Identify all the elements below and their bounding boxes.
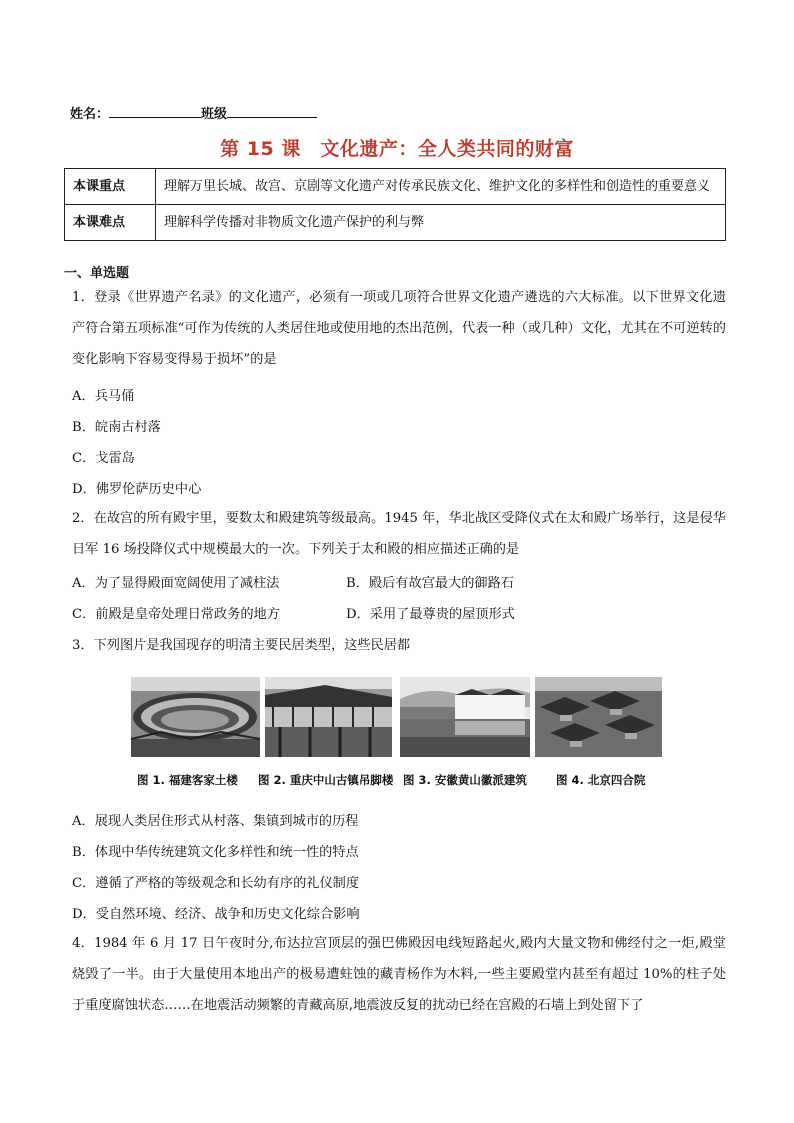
key-text: 理解万里长城、故宫、京剧等文化遗产对传承民族文化、维护文化的多样性和创造性的重要意义 [156,169,726,205]
difficulty-label: 本课难点 [65,205,156,241]
name-class-line [70,103,317,122]
q3-option-a: A．展现人类居住形式从村落、集镇到城市的历程 [72,814,359,829]
q3-option-b: B．体现中华传统建筑文化多样性和统一性的特点 [72,845,359,860]
lesson-title: 第 15 课 文化遗产：全人类共同的财富 [220,138,574,160]
name-blank [109,105,201,118]
class-label: 班级 [201,107,228,122]
q2-option-d: D．采用了最尊贵的屋顶形式 [346,607,515,622]
section-title: 一、单选题 [64,266,130,281]
q3-option-c: C．遵循了严格的等级观念和长幼有序的礼仪制度 [72,876,360,891]
q1-option-a: A．兵马俑 [72,389,135,404]
key-row [65,169,726,205]
difficulty-text: 理解科学传播对非物质文化遗产保护的利与弊 [156,205,726,241]
photo-tulou [131,677,260,757]
q2-option-a: A．为了显得殿面宽阔使用了减柱法 [72,576,280,591]
photo-stilt-houses [265,677,392,757]
photo-huizhou-buildings [400,677,530,757]
q3-option-d: D．受自然环境、经济、战争和历史文化综合影响 [72,907,360,922]
photo-siheyuan [535,677,662,757]
caption-fig-2: 图 2. 重庆中山古镇吊脚楼 [258,773,394,787]
q1-option-d: D．佛罗伦萨历史中心 [72,482,202,497]
key-points-table [64,168,726,241]
caption-fig-1: 图 1. 福建客家土楼 [137,773,238,787]
q1-option-c: C．戈雷岛 [72,451,135,466]
question-1-stem: 1．登录《世界遗产名录》的文化遗产，必须有一项或几项符合世界文化遗产遴选的六大标准。以下世界文化遗产符合第五项标准“可作为传统的人类居住地或使用地的杰出范例，代表一种（或几种）文化，尤其在不可逆转的变化影响下容易变得易于损坏”的是 [72,290,726,367]
difficulty-row [65,205,726,241]
caption-fig-3: 图 3. 安徽黄山徽派建筑 [403,773,527,787]
name-label: 姓名： [70,107,110,122]
key-label: 本课重点 [65,169,156,205]
class-blank [227,105,317,118]
question-2-stem: 2．在故宫的所有殿宇里，要数太和殿建筑等级最高。1945 年，华北战区受降仪式在太和殿广场举行，这是侵华日军 16 场投降仪式中规模最大的一次。下列关于太和殿的相应描述正确的是 [72,511,726,557]
caption-fig-4: 图 4. 北京四合院 [556,773,646,787]
question-4-stem: 4．1984 年 6 月 17 日午夜时分,布达拉宫顶层的强巴佛殿因电线短路起火,殿内大量文物和佛经付之一炬,殿堂烧毁了一半。由于大量使用本地出产的极易遭蛀蚀的藏青杨作为木料,一些主要殿堂内甚至有超过 10%的柱子处于重度腐蚀状态……在地震活动频繁的青藏高原,地震波反复的扰动已经在宫殿的石墙上到处留下了 [72,936,726,1013]
q2-option-b: B．殿后有故宫最大的御路石 [346,576,514,591]
q2-option-c: C．前殿是皇帝处理日常政务的地方 [72,607,280,622]
question-3-stem: 3．下列图片是我国现存的明清主要民居类型，这些民居都 [72,638,411,653]
q1-option-b: B．皖南古村落 [72,420,161,435]
